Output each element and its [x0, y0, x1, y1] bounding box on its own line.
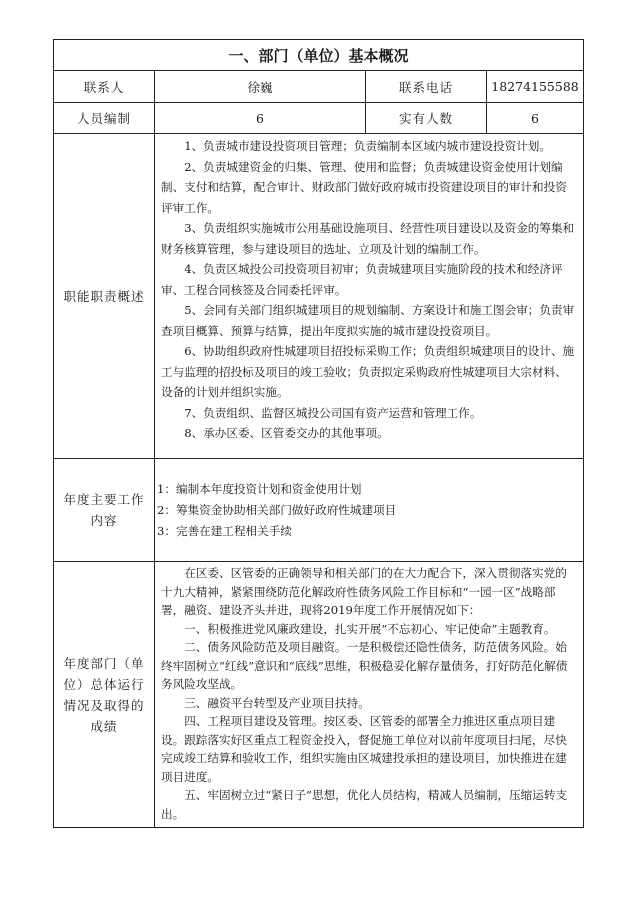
duty-item: 4、负责区城投公司投资项目初审；负责城建项目实施阶段的技术和经济评审、工程合同核签及合同委托评审。: [161, 262, 563, 297]
basic-info-table: [53, 39, 584, 828]
performance-paragraph: 五、牢固树立过“紧日子”思想，优化人员结构，精减人员编制，压缩运转支出。: [161, 788, 568, 821]
staff-actual-label: 实有人数: [366, 103, 487, 134]
duty-item: 8、承办区委、区管委交办的其他事项。: [184, 426, 389, 440]
performance-paragraph: 四、工程项目建设及管理。按区委、区管委的部署全力推进区重点项目建设。跟踪落实好区重点工程资金投入，督促施工单位对以前年度项目扫尾，尽快完成竣工结算和验收工作，组织实施由区城建投承担的建设项目，加快推进在建项目进度。: [161, 714, 567, 784]
duty-item: 6、协助组织政府性城建项目招投标采购工作；负责组织城建项目的设计、施工与监理的招投标及项目的竣工验收；负责拟定采购政府性城建项目大宗材料、设备的计划并组织实施。: [161, 344, 575, 399]
table-title: 一、部门（单位）基本概况: [54, 40, 584, 71]
duty-item: 2、负责城建资金的归集、管理、使用和监督；负责城建设资金使用计划编制、支付和结算，配合审计、财政部门做好政府城市投资建设项目的审计和投资评审工作。: [161, 159, 567, 215]
performance-paragraph: 一、积极推进党风廉政建设，扎实开展“不忘初心、牢记使命”主题教育。: [184, 621, 556, 636]
task-item: 1：编制本年度投资计划和资金使用计划: [157, 481, 362, 496]
duty-item: 7、负责组织、监督区城投公司国有资产运营和管理工作。: [184, 405, 482, 420]
contact-person-label: 联系人: [54, 71, 155, 103]
performance-paragraph: 三、融资平台转型及产业项目扶持。: [184, 695, 370, 710]
performance-paragraph: 在区委、区管委的正确领导和相关部门的在大力配合下，深入贯彻落实党的十九大精神，紧紧围绕防范化解政府性债务风险工作目标和“一园一区”战略部署，融资、建设齐头并进，现将2019年度工作开展情况如下：: [161, 566, 567, 617]
annual-tasks-label: 年度主要工作内容: [54, 459, 155, 562]
duty-item: 1、负责城市建设投资项目管理；负责编制本区域内城市建设投资计划。: [184, 139, 551, 153]
staff-actual-value: 6: [487, 103, 584, 134]
staff-quota-value: 6: [155, 103, 366, 134]
duty-item: 5、会同有关部门组织城建项目的规划编制、方案设计和施工图会审；负责审查项目概算、预算与结算，提出年度拟实施的城市建设投资项目。: [161, 303, 575, 338]
duties-content: [155, 134, 584, 459]
staff-quota-label: 人员编制: [54, 103, 155, 134]
annual-tasks-content: [155, 459, 584, 562]
contact-phone-value: 18274155588: [487, 71, 584, 103]
task-item: 2：筹集资金协助相关部门做好政府性城建项目: [157, 502, 397, 517]
duty-item: 3、负责组织实施城市公用基础设施项目、经营性项目建设以及资金的筹集和财务核算管理，参与建设项目的选址、立项及计划的编制工作。: [161, 221, 575, 256]
performance-label: 年度部门（单位）总体运行情况及取得的成绩: [54, 562, 155, 828]
duties-label: 职能职责概述: [54, 134, 155, 459]
performance-paragraph: 二、债务风险防范及项目融资。一是积极偿还隐性债务，防范债务风险。始终牢固树立“红线”意识和“底线”思维，积极稳妥化解存量债务，打好防范化解债务风险攻坚战。: [161, 640, 568, 691]
contact-person-value: 徐巍: [155, 71, 366, 103]
contact-phone-label: 联系电话: [366, 71, 487, 103]
performance-content: [155, 562, 584, 828]
task-item: 3：完善在建工程相关手续: [157, 523, 292, 538]
